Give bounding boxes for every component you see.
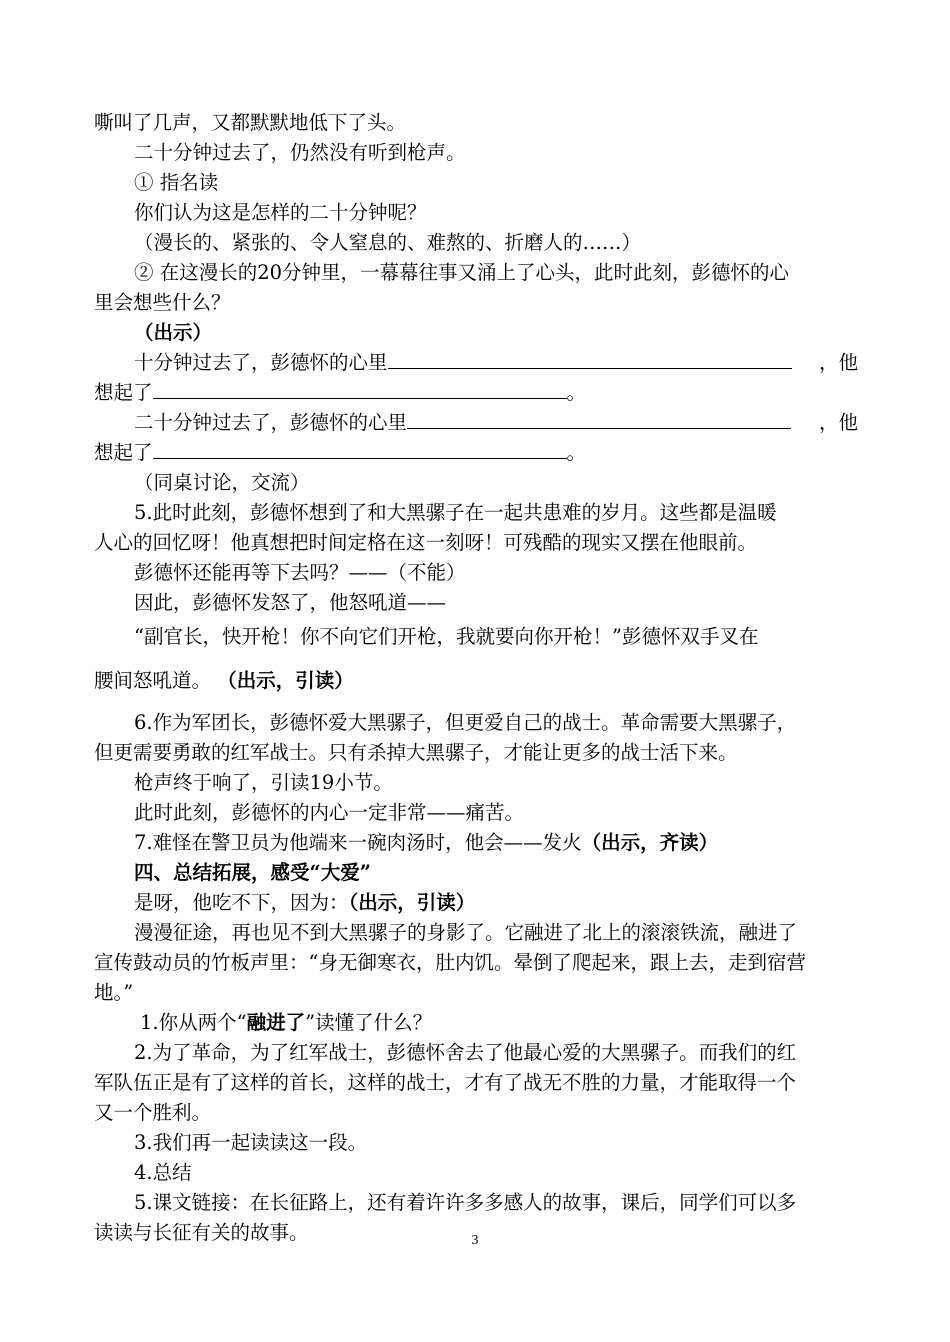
text-line: 里会想些什么？ xyxy=(94,291,231,314)
text-line: 二十分钟过去了，仍然没有听到枪声。 xyxy=(134,141,466,164)
fill-in-line xyxy=(94,438,858,468)
text-line xyxy=(94,828,858,858)
text-line: 此时此刻，彭德怀的内心一定非常——痛苦。 xyxy=(134,801,525,824)
prompt-text: 十分钟过去了，彭德怀的心里 xyxy=(134,351,388,374)
text-line: （同桌讨论，交流） xyxy=(134,471,310,494)
text-line: 你们认为这是怎样的二十分钟呢？ xyxy=(134,201,427,224)
answer-blank xyxy=(153,378,567,399)
text-line: （漫长的、紧张的、令人窒息的、难熬的、折磨人的……） xyxy=(134,231,642,254)
text-line: 读读与长征有关的故事。 xyxy=(94,1221,309,1244)
fill-in-line xyxy=(94,378,858,408)
prompt-tail: ，他 xyxy=(818,351,858,374)
show-label: （出示） xyxy=(134,321,213,344)
text-line: 5.课文链接：在长征路上，还有着许许多多感人的故事，课后，同学们可以多 xyxy=(134,1191,797,1214)
answer-blank xyxy=(388,348,792,369)
text-line: 6.作为军团长，彭德怀爱大黑骡子，但更爱自己的战士。革命需要大黑骡子， xyxy=(134,711,797,734)
paragraph-gap xyxy=(94,696,858,708)
text-line: 2.为了革命，为了红军战士，彭德怀舍去了他最心爱的大黑骡子。而我们的红 xyxy=(134,1041,797,1064)
show-label: （出示，齐读） xyxy=(581,831,719,854)
text-line: ① 指名读 xyxy=(134,171,219,194)
answer-blank xyxy=(407,408,791,429)
text-line: 军队伍正是有了这样的首长，这样的战士，才有了战无不胜的力量，才能取得一个 xyxy=(94,1071,797,1094)
text-line: 彭德怀还能再等下去吗？——（不能） xyxy=(134,561,466,584)
prompt-text: 二十分钟过去了，彭德怀的心里 xyxy=(134,411,408,434)
show-label: （出示，引读） xyxy=(348,891,476,914)
answer-blank xyxy=(153,438,567,459)
fill-in-line xyxy=(94,408,858,438)
document-page xyxy=(94,108,858,1248)
fill-in-line xyxy=(94,348,858,378)
prompt-tail: 。 xyxy=(566,441,587,464)
text-line xyxy=(94,1008,858,1038)
text-line: 5.此时此刻，彭德怀想到了和大黑骡子在一起共患难的岁月。这些都是温暖 xyxy=(134,501,777,524)
text-line: 宣传鼓动员的竹板声里：“身无御寒衣，肚内饥。晕倒了爬起来，跟上去，走到宿营 xyxy=(94,951,806,974)
prompt-text: 想起了 xyxy=(94,381,153,404)
text-line: 漫漫征途，再也见不到大黑骡子的身影了。它融进了北上的滚滚铁流，融进了 xyxy=(134,921,798,944)
text-line: 人心的回忆呀！他真想把时间定格在这一刻呀！可残酷的现实又摆在他眼前。 xyxy=(94,531,758,554)
text-line: 4.总结 xyxy=(134,1161,192,1184)
emphasis-text: 融进了 xyxy=(246,1011,306,1034)
text-line: 因此，彭德怀发怒了，他怒吼道—— xyxy=(134,591,447,614)
line-text: 是呀，他吃不下，因为： xyxy=(134,891,349,914)
text-line: 地。” xyxy=(94,981,134,1004)
text-line xyxy=(94,666,858,696)
section-heading: 四、总结拓展，感受“大爱” xyxy=(134,861,371,884)
text-line: 又一个胜利。 xyxy=(94,1101,212,1124)
text-line: 嘶叫了几声，又都默默地低下了头。 xyxy=(94,111,407,134)
line-text: ”读懂了什么？ xyxy=(305,1011,433,1034)
show-label: （出示，引读） xyxy=(217,669,354,692)
text-line: ② 在这漫长的20分钟里，一幕幕往事又涌上了心头，此时此刻，彭德怀的心 xyxy=(134,261,790,284)
prompt-text: 想起了 xyxy=(94,441,153,464)
line-text: 腰间怒吼道。 xyxy=(94,669,212,692)
text-line: 但更需要勇敢的红军战士。只有杀掉大黑骡子，才能让更多的战士活下来。 xyxy=(94,741,738,764)
page-number: 3 xyxy=(471,1233,479,1248)
prompt-tail: 。 xyxy=(566,381,587,404)
text-line: 枪声终于响了，引读19小节。 xyxy=(134,771,393,794)
prompt-tail: ，他 xyxy=(818,411,858,434)
text-line xyxy=(94,888,858,918)
line-text: 1.你从两个“ xyxy=(140,1011,247,1034)
text-line: “副官长，快开枪！你不向它们开枪，我就要向你开枪！”彭德怀双手叉在 xyxy=(134,625,759,648)
line-text: 7.难怪在警卫员为他端来一碗肉汤时，他会——发火 xyxy=(134,831,582,854)
text-line: 3.我们再一起读读这一段。 xyxy=(134,1131,368,1154)
